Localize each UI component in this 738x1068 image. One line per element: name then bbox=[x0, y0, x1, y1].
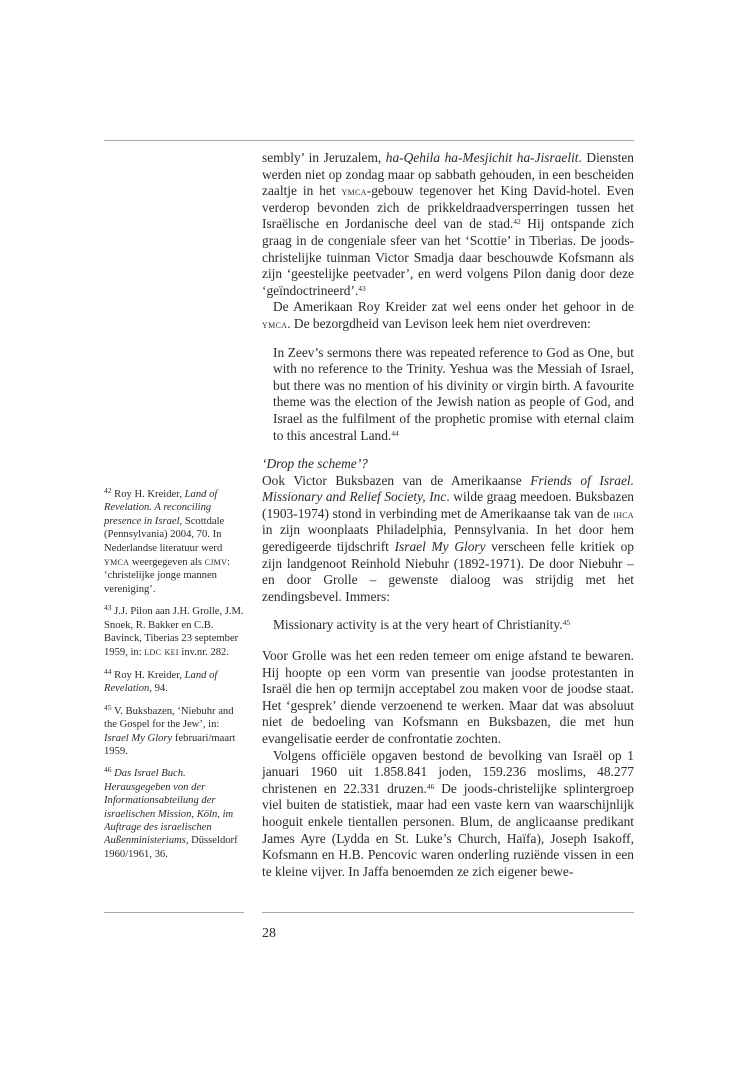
footnote-46: $^{46}$ Das Israel Buch. Herausgegeben von der Informationsabteilung der israelischen Mission, Köln, im Auftrage des israelischen Außenministeriums, Düsseldorf 1960/1961, 36. bbox=[104, 765, 238, 860]
footnote-43: $^{43}$ J.J. Pilon aan J.H. Grolle, J.M. Snoek, R. Bakker en C.B. Bavinck, Tiberias 23 september 1959, in: ldc kei inv.nr. 282. bbox=[104, 603, 244, 659]
top-rule bbox=[104, 140, 634, 141]
body-paragraph-5: Volgens officiële opgaven bestond de bevolking van Israël op 1 januari 1960 uit 1.858.841 joden, 159.236 moslims, 48.277 christenen en 22.331 druzen.$^{46}$ De joods-christelijke splintergroep viel buiten de statistiek, maar had een vaste kern van waarschijnlijk hooguit enkele tientallen personen. Blum, de anglicaanse predikant James Ayre (Lydda en St. Luke’s Church, Haïfa), Joseph Isakoff, Kofsmann en H.B. Pencovic waren onderling ruziënde vissen in een te kleine vijver. In Jaffa benoemden ze zich eigener bewe- bbox=[262, 747, 634, 879]
block-quote-2: Missionary activity is at the very heart of Christianity.$^{45}$ bbox=[273, 617, 571, 633]
footnote-42: $^{42}$ Roy H. Kreider, Land of Revelation. A reconciling presence in Israel, Scottdale (Pennsylvania) 2004, 70. In Nederlandse literatuur werd ymca weergegeven als cjmv: ‘christelijke jonge mannen vereniging’. bbox=[104, 486, 231, 595]
block-quote-1: In Zeev’s sermons there was repeated reference to God as One, but with no reference to the Trinity. Yeshua was the Messiah of Israel, but there was no mention of his divinity or virgin birth. A favourite theme was the election of the Jewish nation as people of God, and Israel as the fulfilment of the prophetic promise with eternal claim to this ancestral Land.$^{44}$ bbox=[273, 344, 634, 443]
section-heading: ‘Drop the scheme’? bbox=[262, 456, 368, 472]
page-number: 28 bbox=[262, 926, 276, 941]
footnotes-column bbox=[104, 488, 244, 870]
footnote-ref-44: 44 bbox=[391, 428, 399, 438]
body-paragraph-1: sembly’ in Jeruzalem, ha-Qehila ha-Mesjichit ha-Jisraelit. Diensten werden niet op zondag maar op sabbath gehouden, in een bescheiden zaaltje in het ymca-gebouw tegenover het King David-hotel. Even verderop bevonden zich de prikkeldraadversperringen tussen het Israëlische en Jordanische deel van de stad.$^{42}$ Hij ontspande zich graag in de congeniale sfeer van het ‘Scottie’ in Tiberias. De joods-christelijke tuinman Victor Smadja daar beschouwde Kofsmann als zijn ‘geestelijke peetvader’, en werd volgens Pilon danig door deze ‘geïndoctrineerd’.$^{43}$ bbox=[262, 150, 635, 298]
main-text-column bbox=[262, 150, 634, 880]
text-bottom-rule bbox=[262, 912, 634, 913]
footnote-ref-45: 45 bbox=[562, 618, 571, 628]
body-paragraph-2: De Amerikaan Roy Kreider zat wel eens onder het gehoor in de ymca. De bezorgdheid van Levison leek hem niet overdreven: bbox=[262, 299, 634, 331]
footnote-45: $^{45}$ V. Buksbazen, ‘Niebuhr and the Gospel for the Jew’, in: Israel My Glory februari/maart 1959. bbox=[104, 702, 236, 757]
body-paragraph-4: Voor Grolle was het een reden temeer om enige afstand te bewaren. Hij hoopte op een vorm van presentie van joodse protestanten in Israël die hen op termijn acceptabel zou maken voor de joodse staat. Het ‘gesprek’ diende verzoenend te werken. Maar dat was absoluut niet de bedoeling van Kofsmann en Buksbazen, die met hun evangelisatie eerder de confrontatie zochten. bbox=[262, 648, 634, 746]
footnote-ref-43: 43 bbox=[358, 283, 366, 293]
footnote-44: $^{44}$ Roy H. Kreider, Land of Revelation, 94. bbox=[104, 666, 218, 695]
body-paragraph-3: Ook Victor Buksbazen van de Amerikaanse Friends of Israel. Missionary and Relief Society, Inc. wilde graag meedoen. Buksbazen (1903-1974) stond in verbinding met de Amerikaanse tak van de ihca in zijn woonplaats Philadelphia, Pennsylvania. In het door hem geredigeerde tijdschrift Israel My Glory verscheen felle kritiek op zijn landgenoot Reinhold Niebuhr (1892-1971). De door Niebuhr – en door Grolle – gewenste dialoog was strijdig met het zendingsbevel. Immers: bbox=[262, 472, 634, 604]
footnote-bottom-rule bbox=[104, 912, 244, 913]
footnote-ref-42: 42 bbox=[513, 217, 521, 227]
footnote-ref-46: 46 bbox=[426, 781, 435, 791]
